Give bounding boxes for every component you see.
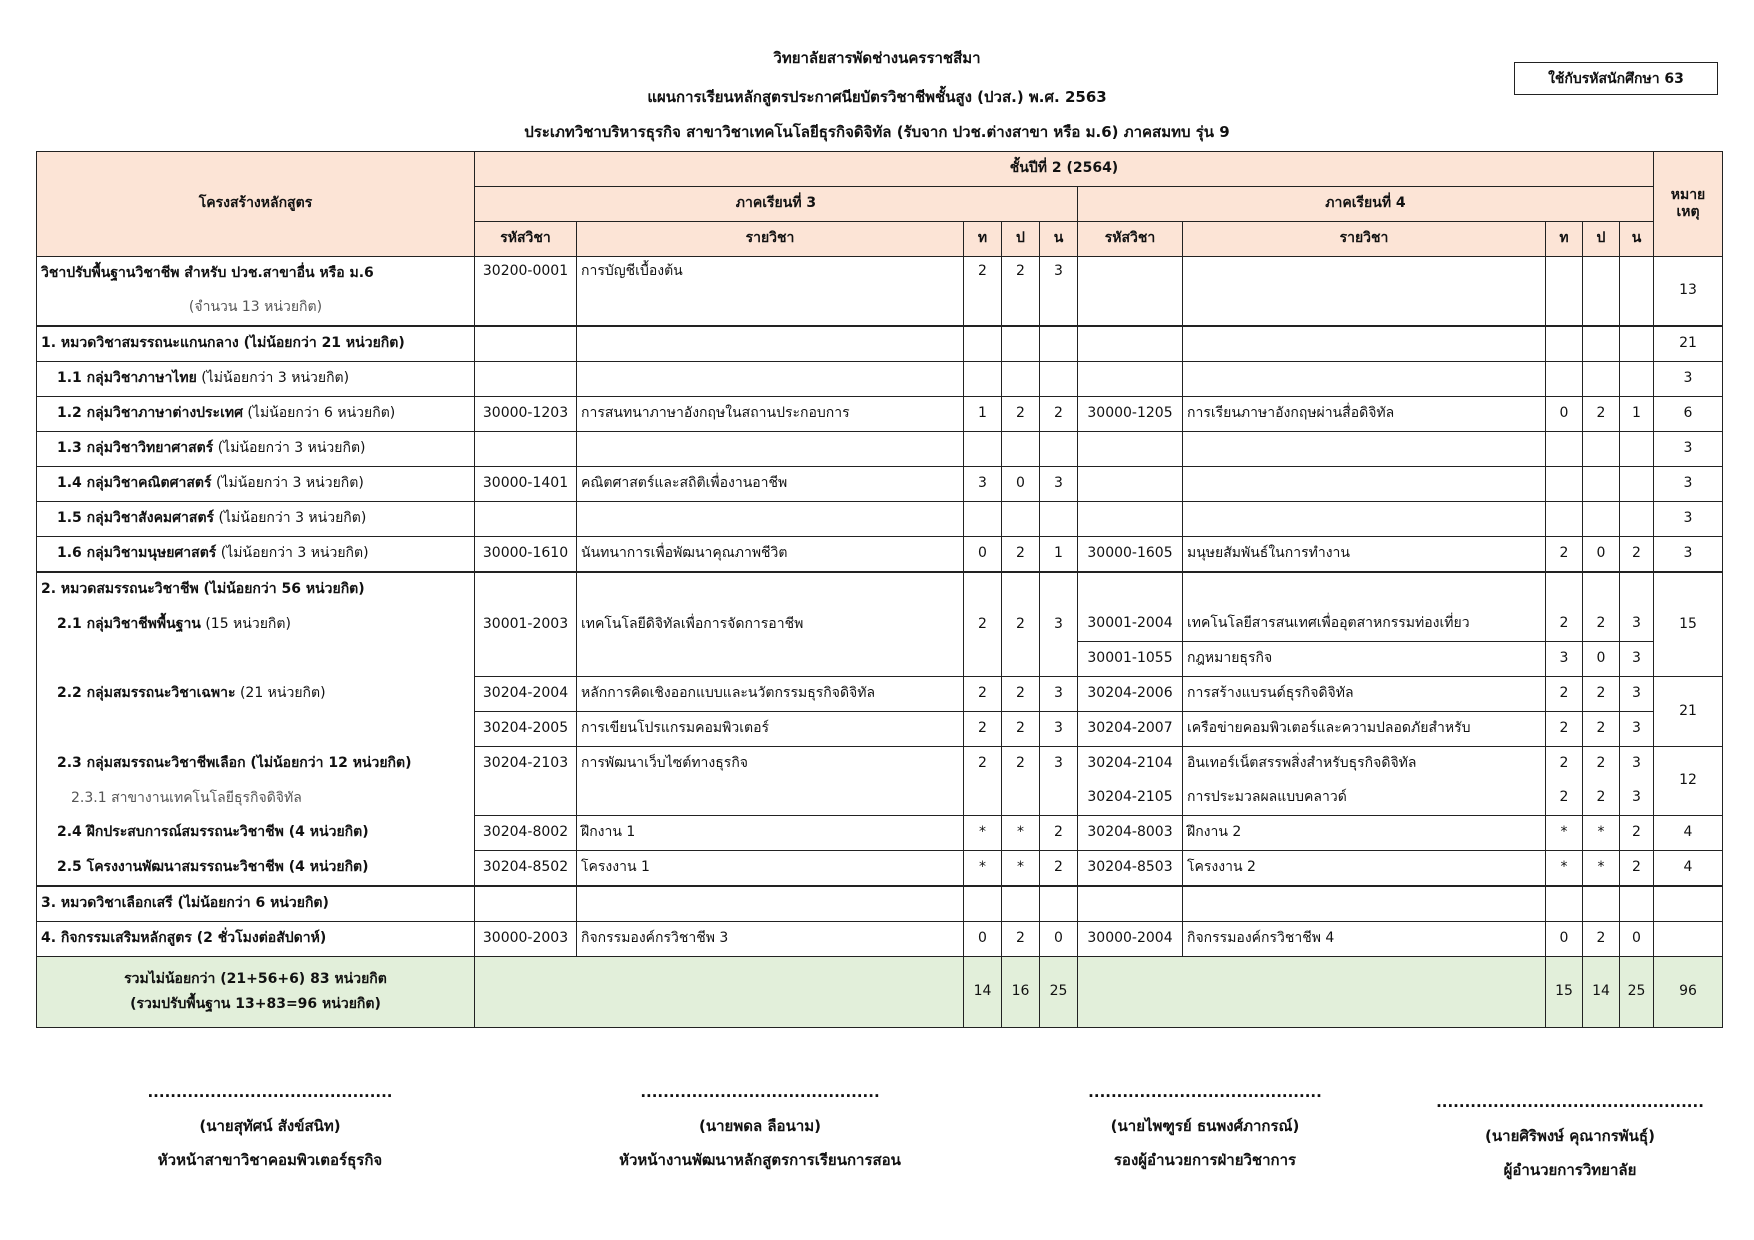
course-name: คณิตศาสตร์และสถิติเพื่องานอาชีพ	[577, 467, 964, 502]
header-credit-term4: น	[1620, 222, 1654, 257]
course-code: 30204-2104	[1078, 747, 1183, 782]
table-row	[37, 326, 1723, 362]
note-value: 15	[1654, 572, 1723, 677]
signer-title: หัวหน้างานพัฒนาหลักสูตรการเรียนการสอน	[619, 1151, 901, 1169]
theory-hours: *	[964, 816, 1002, 851]
total-note: 96	[1654, 957, 1723, 1028]
course-name: การประมวลผลแบบคลาวด์	[1183, 781, 1546, 816]
note-value: 4	[1654, 816, 1723, 851]
signer-title: รองผู้อำนวยการฝ่ายวิชาการ	[1113, 1151, 1297, 1169]
note-value: 12	[1654, 747, 1723, 816]
header-code-term4: รหัสวิชา	[1078, 222, 1183, 257]
signature-line: ...............................................	[1436, 1093, 1704, 1111]
theory-hours: 2	[964, 572, 1002, 677]
credits: 3	[1040, 712, 1078, 747]
structure-label: 2.5 โครงงานพัฒนาสมรรถนะวิชาชีพ (4 หน่วยกิต)	[37, 851, 475, 887]
practice-hours: 2	[1583, 677, 1620, 712]
credits: 3	[1040, 747, 1078, 782]
theory-hours	[1546, 257, 1583, 327]
signature-line: ..........................................	[640, 1083, 880, 1101]
credits: 3	[1040, 677, 1078, 712]
note-value: 3	[1654, 537, 1723, 573]
structure-label: 1.5 กลุ่มวิชาสังคมศาสตร์ (ไม่น้อยกว่า 3 หน่วยกิต)	[37, 502, 475, 537]
credits: 2	[1620, 851, 1654, 887]
course-name: หลักการคิดเชิงออกแบบและนวัตกรรมธุรกิจดิจิทัล	[577, 677, 964, 712]
header-structure: โครงสร้างหลักสูตร	[37, 152, 475, 257]
structure-sublabel: 2.3.1 สาขางานเทคโนโลยีธุรกิจดิจิทัล	[37, 781, 475, 816]
course-code: 30204-2103	[475, 747, 577, 782]
signer-name: (นายศิริพงษ์ คุณากรพันธุ์)	[1485, 1127, 1655, 1145]
practice-hours	[1583, 257, 1620, 327]
note-value: 21	[1654, 677, 1723, 747]
theory-hours: 2	[1546, 747, 1583, 782]
credits: 2	[1620, 816, 1654, 851]
table-row	[37, 432, 1723, 467]
note-value: 3	[1654, 502, 1723, 537]
theory-hours: 2	[1546, 712, 1583, 747]
structure-label: 1.4 กลุ่มวิชาคณิตศาสตร์ (ไม่น้อยกว่า 3 หน่วยกิต)	[37, 467, 475, 502]
course-code: 30204-8003	[1078, 816, 1183, 851]
signature-block-2	[560, 1075, 960, 1177]
credits: 2	[1040, 816, 1078, 851]
table-row	[37, 572, 1723, 607]
credits: 3	[1620, 712, 1654, 747]
theory-hours: 2	[964, 257, 1002, 327]
total-theory-term4: 15	[1546, 957, 1583, 1028]
practice-hours: 2	[1583, 747, 1620, 782]
signature-line: .........................................	[1088, 1083, 1322, 1101]
practice-hours: 0	[1002, 467, 1040, 502]
note-value: 3	[1654, 362, 1723, 397]
credits: 1	[1620, 397, 1654, 432]
credits: 3	[1620, 781, 1654, 816]
total-credits-term3: 25	[1040, 957, 1078, 1028]
signature-block-1	[100, 1075, 440, 1177]
practice-hours: 2	[1583, 781, 1620, 816]
header-term-3: ภาคเรียนที่ 3	[475, 187, 1078, 222]
course-name: การพัฒนาเว็บไซต์ทางธุรกิจ	[577, 747, 964, 782]
course-code: 30204-8502	[475, 851, 577, 887]
program-title: ประเภทวิชาบริหารธุรกิจ สาขาวิชาเทคโนโลยีธุรกิจดิจิทัล (รับจาก ปวช.ต่างสาขา หรือ ม.6) ภาคสมทบ รุ่น 9	[524, 123, 1230, 141]
structure-label: 2.1 กลุ่มวิชาชีพพื้นฐาน (15 หน่วยกิต)	[37, 607, 475, 642]
structure-label: 1.2 กลุ่มวิชาภาษาต่างประเทศ (ไม่น้อยกว่า 6 หน่วยกิต)	[37, 397, 475, 432]
theory-hours: 2	[1546, 607, 1583, 642]
course-code: 30001-2003	[475, 572, 577, 677]
table-row	[37, 537, 1723, 573]
credits: 2	[1040, 851, 1078, 887]
course-code: 30200-0001	[475, 257, 577, 327]
header-term-4: ภาคเรียนที่ 4	[1078, 187, 1654, 222]
structure-sublabel: (จำนวน 13 หน่วยกิต)	[37, 291, 475, 326]
plan-title: แผนการเรียนหลักสูตรประกาศนียบัตรวิชาชีพชั้นสูง (ปวส.) พ.ศ. 2563	[647, 88, 1107, 106]
course-name: อินเทอร์เน็ตสรรพสิ่งสำหรับธุรกิจดิจิทัล	[1183, 747, 1546, 782]
table-row	[37, 467, 1723, 502]
course-name	[1183, 257, 1546, 327]
theory-hours: 2	[1546, 537, 1583, 573]
course-name: กิจกรรมองค์กรวิชาชีพ 3	[577, 922, 964, 957]
practice-hours: 2	[1002, 537, 1040, 573]
total-theory-term3: 14	[964, 957, 1002, 1028]
header-practice-term4: ป	[1583, 222, 1620, 257]
course-code: 30000-2004	[1078, 922, 1183, 957]
credits: 3	[1620, 607, 1654, 642]
structure-label: วิชาปรับพื้นฐานวิชาชีพ สำหรับ ปวช.สาขาอื่น หรือ ม.6	[37, 257, 475, 292]
theory-hours: 0	[1546, 922, 1583, 957]
practice-hours: *	[1002, 851, 1040, 887]
header-note: หมาย เหตุ	[1654, 152, 1723, 257]
note-value: 6	[1654, 397, 1723, 432]
total-credits-term4: 25	[1620, 957, 1654, 1028]
course-code: 30204-2004	[475, 677, 577, 712]
note-value: 3	[1654, 467, 1723, 502]
signature-block-4	[1420, 1085, 1720, 1187]
study-plan-table	[36, 151, 1723, 1028]
structure-label: 1. หมวดวิชาสมรรถนะแกนกลาง (ไม่น้อยกว่า 21 หน่วยกิต)	[37, 326, 475, 362]
table-row	[37, 851, 1723, 887]
practice-hours: 2	[1583, 607, 1620, 642]
course-name: การสร้างแบรนด์ธุรกิจดิจิทัล	[1183, 677, 1546, 712]
credits: 3	[1620, 677, 1654, 712]
theory-hours: 2	[1546, 781, 1583, 816]
header-code-term3: รหัสวิชา	[475, 222, 577, 257]
credits	[1620, 257, 1654, 327]
course-name: เครือข่ายคอมพิวเตอร์และความปลอดภัยสำหรับ	[1183, 712, 1546, 747]
header-practice-term3: ป	[1002, 222, 1040, 257]
note-value: 21	[1654, 326, 1723, 362]
table-row	[37, 257, 1723, 292]
course-code: 30204-8503	[1078, 851, 1183, 887]
theory-hours: 3	[964, 467, 1002, 502]
student-code-box: ใช้กับรหัสนักศึกษา 63	[1514, 62, 1718, 95]
note-value: 4	[1654, 851, 1723, 887]
theory-hours: 0	[964, 537, 1002, 573]
practice-hours: 0	[1583, 642, 1620, 677]
theory-hours: 0	[964, 922, 1002, 957]
structure-label: 2.4 ฝึกประสบการณ์สมรรถนะวิชาชีพ (4 หน่วยกิต)	[37, 816, 475, 851]
signature-block-3	[1040, 1075, 1370, 1177]
table-row	[37, 712, 1723, 747]
practice-hours: 2	[1002, 747, 1040, 782]
total-label: รวมไม่น้อยกว่า (21+56+6) 83 หน่วยกิต (รวมปรับพื้นฐาน 13+83=96 หน่วยกิต)	[37, 957, 475, 1028]
credits: 3	[1040, 257, 1078, 327]
course-code: 30000-1605	[1078, 537, 1183, 573]
signer-title: หัวหน้าสาขาวิชาคอมพิวเตอร์ธุรกิจ	[157, 1151, 383, 1169]
course-name: กิจกรรมองค์กรวิชาชีพ 4	[1183, 922, 1546, 957]
total-practice-term4: 14	[1583, 957, 1620, 1028]
theory-hours: 3	[1546, 642, 1583, 677]
structure-label: 3. หมวดวิชาเลือกเสรี (ไม่น้อยกว่า 6 หน่วยกิต)	[37, 886, 475, 922]
credits: 2	[1620, 537, 1654, 573]
header-theory-term4: ท	[1546, 222, 1583, 257]
practice-hours: 2	[1002, 572, 1040, 677]
table-row	[37, 816, 1723, 851]
table-row	[37, 781, 1723, 816]
table-row	[37, 922, 1723, 957]
practice-hours: 2	[1583, 712, 1620, 747]
practice-hours: 2	[1583, 397, 1620, 432]
course-name: การบัญชีเบื้องต้น	[577, 257, 964, 327]
course-code: 30204-8002	[475, 816, 577, 851]
course-code: 30000-1203	[475, 397, 577, 432]
table-row	[37, 677, 1723, 712]
course-name: การเขียนโปรแกรมคอมพิวเตอร์	[577, 712, 964, 747]
credits: 3	[1040, 467, 1078, 502]
practice-hours: 2	[1002, 677, 1040, 712]
theory-hours: 0	[1546, 397, 1583, 432]
course-code: 30000-2003	[475, 922, 577, 957]
table-row	[37, 502, 1723, 537]
course-code: 30000-1205	[1078, 397, 1183, 432]
theory-hours: 2	[1546, 677, 1583, 712]
credits: 2	[1040, 397, 1078, 432]
practice-hours: 2	[1583, 922, 1620, 957]
theory-hours: 2	[964, 712, 1002, 747]
structure-label: 1.6 กลุ่มวิชามนุษยศาสตร์ (ไม่น้อยกว่า 3 หน่วยกิต)	[37, 537, 475, 573]
course-code: 30000-1610	[475, 537, 577, 573]
course-name: ฝึกงาน 1	[577, 816, 964, 851]
header-subject-term3: รายวิชา	[577, 222, 964, 257]
signer-name: (นายไพฑูรย์ ธนพงศ์ภากรณ์)	[1110, 1117, 1300, 1135]
course-code	[1078, 257, 1183, 327]
practice-hours: *	[1583, 851, 1620, 887]
total-row	[37, 957, 1723, 1028]
header-year: ชั้นปีที่ 2 (2564)	[475, 152, 1654, 187]
practice-hours: *	[1002, 816, 1040, 851]
structure-label: 1.3 กลุ่มวิชาวิทยาศาสตร์ (ไม่น้อยกว่า 3 หน่วยกิต)	[37, 432, 475, 467]
course-name: กฎหมายธุรกิจ	[1183, 642, 1546, 677]
signer-title: ผู้อำนวยการวิทยาลัย	[1503, 1161, 1637, 1179]
credits: 0	[1040, 922, 1078, 957]
practice-hours: 2	[1002, 712, 1040, 747]
table-row	[37, 362, 1723, 397]
practice-hours: 0	[1583, 537, 1620, 573]
course-name: โครงงาน 1	[577, 851, 964, 887]
credits: 3	[1040, 572, 1078, 677]
theory-hours: *	[1546, 851, 1583, 887]
theory-hours: *	[1546, 816, 1583, 851]
course-name: นันทนาการเพื่อพัฒนาคุณภาพชีวิต	[577, 537, 964, 573]
practice-hours: 2	[1002, 922, 1040, 957]
course-name: มนุษยสัมพันธ์ในการทำงาน	[1183, 537, 1546, 573]
course-code: 30204-2105	[1078, 781, 1183, 816]
table-row	[37, 886, 1723, 922]
header-theory-term3: ท	[964, 222, 1002, 257]
table-row	[37, 397, 1723, 432]
course-name: ฝึกงาน 2	[1183, 816, 1546, 851]
credits: 3	[1620, 747, 1654, 782]
course-name: เทคโนโลยีสารสนเทศเพื่ออุตสาหกรรมท่องเที่ยว	[1183, 607, 1546, 642]
course-code: 30001-2004	[1078, 607, 1183, 642]
practice-hours: 2	[1002, 397, 1040, 432]
note-value: 3	[1654, 432, 1723, 467]
course-code: 30204-2005	[475, 712, 577, 747]
structure-label: 2.2 กลุ่มสมรรถนะวิชาเฉพาะ (21 หน่วยกิต)	[37, 677, 475, 712]
total-practice-term3: 16	[1002, 957, 1040, 1028]
structure-label: 1.1 กลุ่มวิชาภาษาไทย (ไม่น้อยกว่า 3 หน่วยกิต)	[37, 362, 475, 397]
signer-name: (นายพดล ลือนาม)	[699, 1117, 821, 1135]
course-name: เทคโนโลยีดิจิทัลเพื่อการจัดการอาชีพ	[577, 572, 964, 677]
credits: 3	[1620, 642, 1654, 677]
theory-hours: 2	[964, 747, 1002, 782]
course-code: 30204-2007	[1078, 712, 1183, 747]
structure-label: 2.3 กลุ่มสมรรถนะวิชาชีพเลือก (ไม่น้อยกว่า 12 หน่วยกิต)	[37, 747, 475, 782]
note-value: 13	[1654, 257, 1723, 327]
header-subject-term4: รายวิชา	[1183, 222, 1546, 257]
signature-line: ...........................................	[147, 1083, 393, 1101]
practice-hours: *	[1583, 816, 1620, 851]
header-credit-term3: น	[1040, 222, 1078, 257]
practice-hours: 2	[1002, 257, 1040, 327]
course-name: โครงงาน 2	[1183, 851, 1546, 887]
credits: 0	[1620, 922, 1654, 957]
structure-label: 4. กิจกรรมเสริมหลักสูตร (2 ชั่วโมงต่อสัปดาห์)	[37, 922, 475, 957]
college-name: วิทยาลัยสารพัดช่างนครราชสีมา	[773, 49, 981, 67]
course-code: 30204-2006	[1078, 677, 1183, 712]
course-name: การเรียนภาษาอังกฤษผ่านสื่อดิจิทัล	[1183, 397, 1546, 432]
theory-hours: 1	[964, 397, 1002, 432]
theory-hours: *	[964, 851, 1002, 887]
table-row	[37, 747, 1723, 782]
theory-hours: 2	[964, 677, 1002, 712]
structure-label: 2. หมวดสมรรถนะวิชาชีพ (ไม่น้อยกว่า 56 หน่วยกิต)	[37, 572, 475, 607]
credits: 1	[1040, 537, 1078, 573]
signer-name: (นายสุทัศน์ สังข์สนิท)	[199, 1117, 341, 1135]
course-code: 30000-1401	[475, 467, 577, 502]
course-name: การสนทนาภาษาอังกฤษในสถานประกอบการ	[577, 397, 964, 432]
course-code: 30001-1055	[1078, 642, 1183, 677]
